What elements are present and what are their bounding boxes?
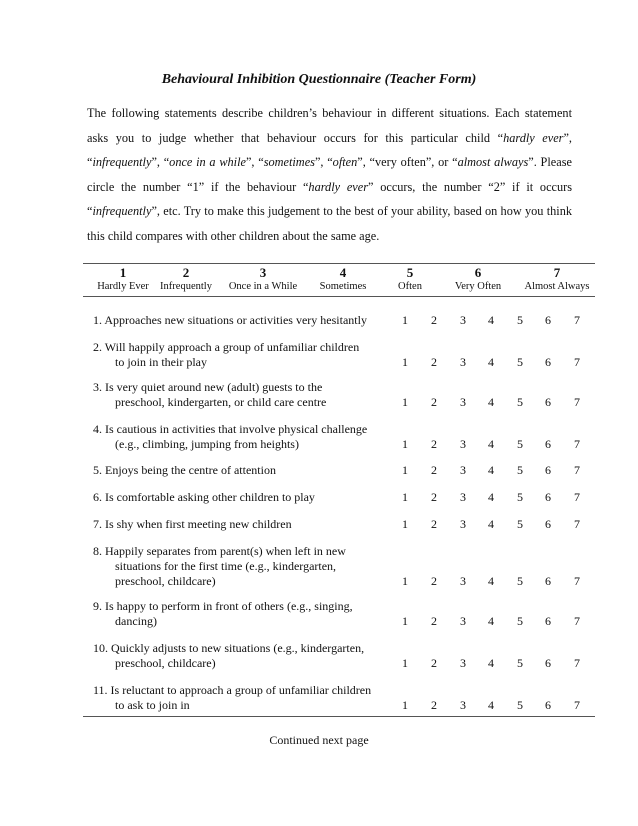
rating-option-6[interactable]: 6: [545, 437, 551, 451]
intro-emphasis: hardly ever: [503, 130, 564, 145]
rating-option-7[interactable]: 7: [574, 517, 580, 531]
rating-option-2[interactable]: 2: [431, 355, 437, 369]
rating-option-5[interactable]: 5: [517, 437, 523, 451]
rating-option-6[interactable]: 6: [545, 355, 551, 369]
rating-option-4[interactable]: 4: [488, 395, 494, 409]
rating-option-4[interactable]: 4: [488, 698, 494, 712]
rating-option-7[interactable]: 7: [574, 490, 580, 504]
question-text: [93, 340, 393, 370]
intro-emphasis: hardly ever: [308, 179, 368, 194]
question-text: [93, 313, 393, 328]
rating-option-6[interactable]: 6: [545, 574, 551, 588]
intro-text: ”, etc. Try to make this judgement to the best of your ability, based on how you think this child compares with other children about the same age.: [87, 204, 572, 243]
rating-option-6[interactable]: 6: [545, 463, 551, 477]
intro-emphasis: almost always: [457, 155, 529, 169]
rating-option-2[interactable]: 2: [431, 437, 437, 451]
scale-number: 3: [259, 265, 267, 280]
question-line: 3. Is very quiet around new (adult) guests to the: [93, 380, 323, 394]
rating-option-3[interactable]: 3: [460, 614, 466, 628]
scale-label: Almost Always: [524, 281, 590, 292]
intro-text: ”, “very often”, or “: [357, 155, 458, 169]
rating-option-4[interactable]: 4: [488, 656, 494, 670]
rating-option-5[interactable]: 5: [517, 313, 523, 327]
intro-text: ”, “: [87, 130, 572, 169]
question-text: [93, 517, 393, 532]
rating-option-5[interactable]: 5: [517, 656, 523, 670]
question-line: dancing): [115, 614, 157, 628]
question-text: [93, 599, 393, 629]
question-text: [93, 490, 393, 505]
rating-option-7[interactable]: 7: [574, 437, 580, 451]
question-line: 10. Quickly adjusts to new situations (e.g., kindergarten,: [93, 641, 365, 655]
rating-option-1[interactable]: 1: [402, 313, 408, 327]
rating-option-3[interactable]: 3: [460, 437, 466, 451]
rating-option-1[interactable]: 1: [402, 395, 408, 409]
rating-option-1[interactable]: 1: [402, 490, 408, 504]
rating-option-1[interactable]: 1: [402, 614, 408, 628]
rating-option-2[interactable]: 2: [431, 463, 437, 477]
rating-option-2[interactable]: 2: [431, 395, 437, 409]
rating-option-4[interactable]: 4: [488, 517, 494, 531]
scale-label: Infrequently: [160, 281, 212, 292]
rating-option-3[interactable]: 3: [460, 698, 466, 712]
instructions-paragraph: [87, 101, 572, 248]
rating-option-6[interactable]: 6: [545, 395, 551, 409]
scale-bottom-rule: [83, 296, 595, 297]
rating-option-2[interactable]: 2: [431, 698, 437, 712]
rating-option-2[interactable]: 2: [431, 313, 437, 327]
rating-option-7[interactable]: 7: [574, 656, 580, 670]
scale-number: 5: [406, 265, 414, 280]
question-line: 1. Approaches new situations or activities very hesitantly: [93, 313, 367, 327]
scale-label: Hardly Ever: [97, 281, 149, 292]
question-line: 2. Will happily approach a group of unfamiliar children: [93, 340, 360, 354]
intro-emphasis: infrequently: [92, 204, 152, 218]
intro-text: ” occurs, the number “2” if it occurs “: [87, 179, 573, 218]
rating-option-3[interactable]: 3: [460, 355, 466, 369]
rating-option-1[interactable]: 1: [402, 574, 408, 588]
question-line: to join in their play: [115, 355, 207, 369]
continued-note: Continued next page: [269, 733, 369, 747]
rating-option-4[interactable]: 4: [488, 463, 494, 477]
rating-option-4[interactable]: 4: [488, 574, 494, 588]
rating-option-3[interactable]: 3: [460, 490, 466, 504]
rating-option-1[interactable]: 1: [402, 463, 408, 477]
rating-option-7[interactable]: 7: [574, 463, 580, 477]
rating-option-3[interactable]: 3: [460, 656, 466, 670]
rating-option-6[interactable]: 6: [545, 698, 551, 712]
intro-text: ”, “: [151, 155, 170, 169]
rating-option-4[interactable]: 4: [488, 614, 494, 628]
rating-option-2[interactable]: 2: [431, 574, 437, 588]
rating-option-3[interactable]: 3: [460, 574, 466, 588]
rating-option-3[interactable]: 3: [460, 313, 466, 327]
scale-number: 7: [553, 265, 561, 280]
rating-option-5[interactable]: 5: [517, 395, 523, 409]
rating-option-1[interactable]: 1: [402, 656, 408, 670]
question-text: [93, 683, 393, 713]
scale-number: 4: [339, 265, 347, 280]
rating-option-7[interactable]: 7: [574, 313, 580, 327]
question-line: 6. Is comfortable asking other children to play: [93, 490, 315, 504]
question-line: situations for the first time (e.g., kindergarten,: [115, 559, 337, 573]
rating-option-1[interactable]: 1: [402, 517, 408, 531]
question-line: preschool, kindergarten, or child care centre: [115, 395, 327, 409]
rating-option-5[interactable]: 5: [517, 463, 523, 477]
intro-text: The following statements describe children’s behaviour in different situations. Each statement asks you to judge whether that behaviour occurs for this particular child “: [87, 106, 572, 145]
question-line: 11. Is reluctant to approach a group of unfamiliar children: [93, 683, 372, 697]
scale-label: Often: [398, 281, 422, 292]
rating-option-5[interactable]: 5: [517, 355, 523, 369]
question-line: 8. Happily separates from parent(s) when left in new: [93, 544, 346, 558]
scale-label: Sometimes: [319, 281, 367, 292]
rating-option-7[interactable]: 7: [574, 574, 580, 588]
intro-emphasis: once in a while: [169, 155, 246, 169]
question-line: preschool, childcare): [115, 574, 216, 588]
rating-option-2[interactable]: 2: [431, 490, 437, 504]
table-bottom-rule: [83, 716, 595, 717]
question-line: preschool, childcare): [115, 656, 216, 670]
intro-emphasis: sometimes: [263, 155, 315, 169]
rating-scale-legend: [83, 266, 595, 292]
intro-text: ”. Please circle the number “1” if the behaviour “: [87, 155, 572, 194]
rating-option-6[interactable]: 6: [545, 656, 551, 670]
rating-option-6[interactable]: 6: [545, 490, 551, 504]
rating-option-6[interactable]: 6: [545, 313, 551, 327]
rating-option-4[interactable]: 4: [488, 313, 494, 327]
question-line: 5. Enjoys being the centre of attention: [93, 463, 276, 477]
rating-option-7[interactable]: 7: [574, 355, 580, 369]
intro-emphasis: often: [332, 155, 358, 169]
rating-option-5[interactable]: 5: [517, 517, 523, 531]
question-text: [93, 422, 393, 452]
rating-option-2[interactable]: 2: [431, 614, 437, 628]
question-line: 4. Is cautious in activities that involve physical challenge: [93, 422, 368, 436]
rating-option-5[interactable]: 5: [517, 614, 523, 628]
rating-option-4[interactable]: 4: [488, 355, 494, 369]
scale-number: 6: [474, 265, 482, 280]
question-text: [93, 544, 393, 589]
intro-emphasis: infrequently: [92, 155, 152, 169]
question-text: [93, 463, 393, 478]
rating-option-7[interactable]: 7: [574, 614, 580, 628]
question-line: 9. Is happy to perform in front of others (e.g., singing,: [93, 599, 353, 613]
scale-number: 2: [182, 265, 190, 280]
rating-option-6[interactable]: 6: [545, 614, 551, 628]
question-line: to ask to join in: [115, 698, 190, 712]
rating-option-7[interactable]: 7: [574, 698, 580, 712]
rating-option-5[interactable]: 5: [517, 574, 523, 588]
scale-option-7: [507, 266, 607, 294]
rating-option-1[interactable]: 1: [402, 437, 408, 451]
rating-option-3[interactable]: 3: [460, 463, 466, 477]
question-line: (e.g., climbing, jumping from heights): [115, 437, 299, 451]
rating-option-1[interactable]: 1: [402, 355, 408, 369]
rating-option-3[interactable]: 3: [460, 517, 466, 531]
page-title: Behavioural Inhibition Questionnaire (Teacher Form): [161, 72, 477, 87]
rating-option-5[interactable]: 5: [517, 698, 523, 712]
rating-option-4[interactable]: 4: [488, 490, 494, 504]
intro-text: ”, “: [245, 155, 264, 169]
rating-option-1[interactable]: 1: [402, 698, 408, 712]
rating-option-2[interactable]: 2: [431, 656, 437, 670]
rating-option-6[interactable]: 6: [545, 517, 551, 531]
rating-option-2[interactable]: 2: [431, 517, 437, 531]
rating-option-3[interactable]: 3: [460, 395, 466, 409]
question-text: [93, 641, 393, 671]
scale-number: 1: [119, 265, 127, 280]
intro-text: ”, “: [314, 155, 333, 169]
question-text: [93, 380, 393, 410]
question-line: 7. Is shy when first meeting new children: [93, 517, 292, 531]
scale-label: Once in a While: [228, 281, 298, 292]
scale-top-rule: [83, 263, 595, 264]
rating-option-4[interactable]: 4: [488, 437, 494, 451]
rating-option-5[interactable]: 5: [517, 490, 523, 504]
scale-label: Very Often: [454, 281, 502, 292]
rating-option-7[interactable]: 7: [574, 395, 580, 409]
